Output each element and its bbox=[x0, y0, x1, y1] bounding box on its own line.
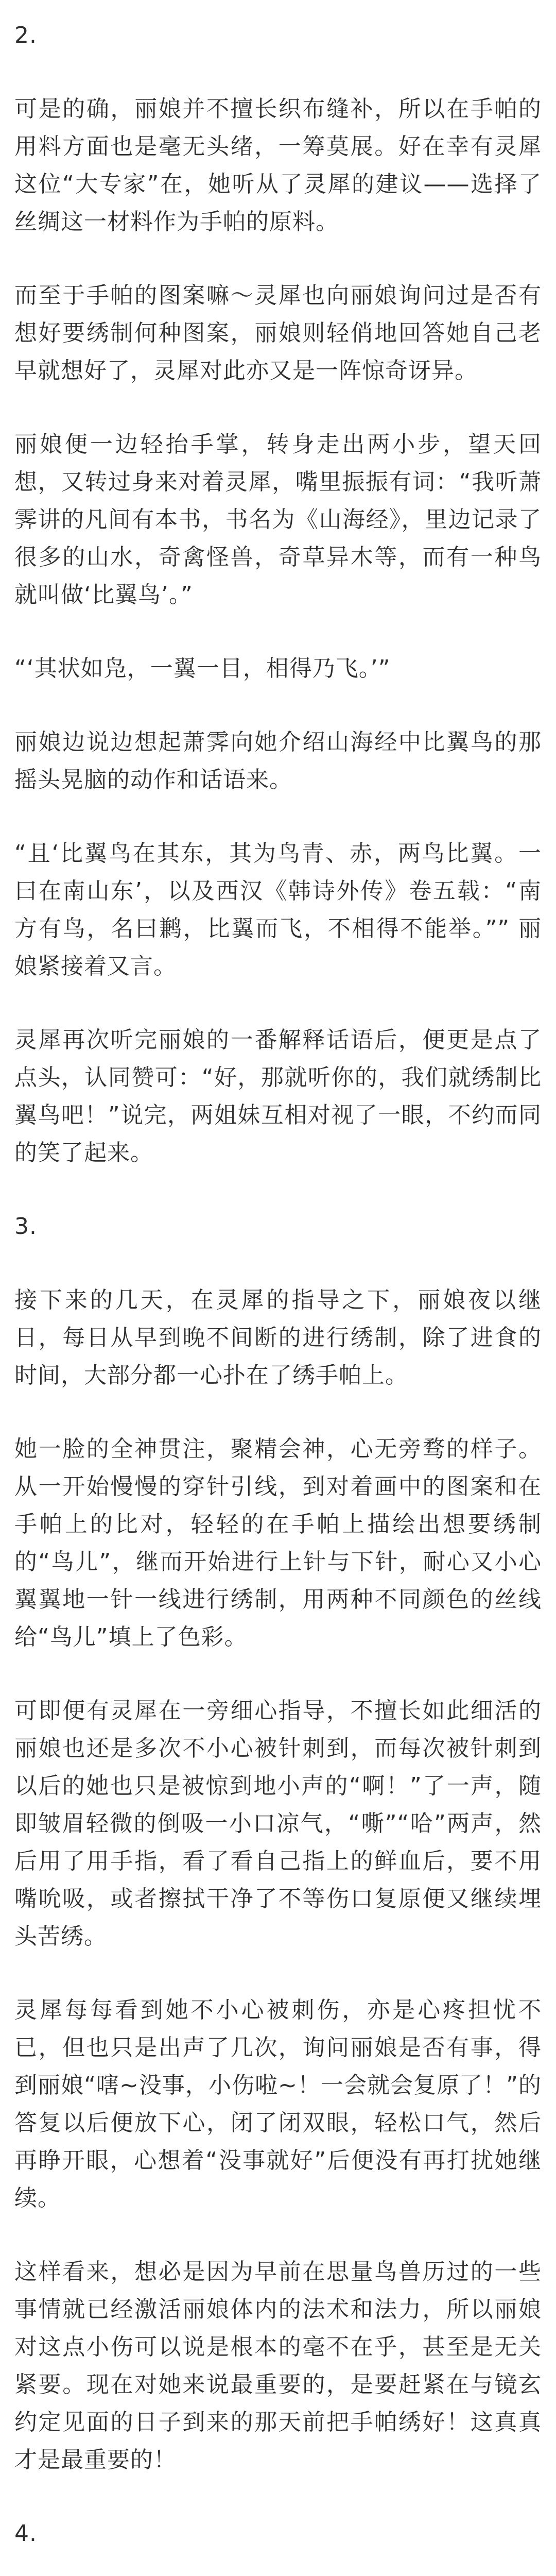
section-number: 3. bbox=[14, 1213, 37, 1240]
paragraph: 她一脸的全神贯注，聚精会神，心无旁骛的样子。从一开始慢慢的穿针引线，到对着画中的图案和在手帕上的比对，轻轻的在手帕上描绘出想要绣制的“鸟儿”，继而开始进行上针与下针，耐心又小心翼翼地一针一线进行绣制，用两种不同颜色的丝线给“鸟儿”填上了色彩。 bbox=[14, 1436, 542, 1650]
section-number: 4. bbox=[14, 2520, 37, 2547]
quote-paragraph: “‘其状如凫，一翼一目，相得乃飞。’” bbox=[14, 655, 391, 682]
paragraph: 丽娘便一边轻抬手掌，转身走出两小步，望天回想，又转过身来对着灵犀，嘴里振振有词：“我听萧霁讲的凡间有本书，书名为《山海经》，里边记录了很多的山水，奇禽怪兽，奇草异木等，而有一种鸟就叫做‘比翼鸟’。” bbox=[14, 431, 542, 608]
paragraph: 灵犀再次听完丽娘的一番解释话语后，便更是点了点头，认同赞可：“好，那就听你的，我们就绣制比翼鸟吧！”说完，两姐妹互相对视了一眼，不约而同的笑了起来。 bbox=[14, 1027, 542, 1166]
article-body bbox=[14, 16, 542, 2576]
paragraph: 可即便有灵犀在一旁细心指导，不擅长如此细活的丽娘也还是多次不小心被针刺到，而每次被针刺到以后的她也只是被惊到地小声的“啊！”了一声，随即皱眉轻微的倒吸一小口凉气，“嘶”“哈”两声，然后用了用手指，看了看自己指上的鲜血后，要不用嘴吮吸，或者擦拭干净了不等伤口复原便又继续埋头苦绣。 bbox=[14, 1698, 542, 1950]
section-number: 2. bbox=[14, 22, 37, 48]
paragraph: 可是的确，丽娘并不擅长织布缝补，所以在手帕的用料方面也是毫无头绪，一筹莫展。好在幸有灵犀这位“大专家”在，她听从了灵犀的建议——选择了丝绸这一材料作为手帕的原料。 bbox=[14, 96, 542, 235]
paragraph: 这样看来，想必是因为早前在思量鸟兽历过的一些事情就已经激活丽娘体内的法术和法力，所以丽娘对这点小伤可以说是根本的毫不在乎，甚至是无关紧要。现在对她来说最重要的，是要赶紧在与镜玄约定见面的日子到来的那天前把手帕绣好！这真真才是最重要的！ bbox=[14, 2259, 542, 2473]
paragraph: “且‘比翼鸟在其东，其为鸟青、赤，两鸟比翼。一曰在南山东’，以及西汉《韩诗外传》卷五载：“南方有鸟，名曰鹣，比翼而飞，不相得不能举。”” 丽娘紧接着又言。 bbox=[14, 840, 542, 979]
paragraph: 丽娘边说边想起萧霁向她介绍山海经中比翼鸟的那摇头晃脑的动作和话语来。 bbox=[14, 729, 542, 793]
paragraph: 接下来的几天，在灵犀的指导之下，丽娘夜以继日，每日从早到晚不间断的进行绣制，除了进食的时间，大部分都一心扑在了绣手帕上。 bbox=[14, 1287, 542, 1388]
paragraph: 而至于手帕的图案嘛～灵犀也向丽娘询问过是否有想好要绣制何种图案，丽娘则轻俏地回答她自己老早就想好了，灵犀对此亦又是一阵惊奇讶异。 bbox=[14, 282, 542, 384]
paragraph: 灵犀每每看到她不小心被刺伤，亦是心疼担忧不已，但也只是出声了几次，询问丽娘是否有事，得到丽娘“嗐~没事，小伤啦~！一会就会复原了！”的答复以后便放下心，闭了闭双眼，轻松口气，然后再睁开眼，心想着“没事就好”后便没有再打扰她继续。 bbox=[14, 1997, 542, 2211]
